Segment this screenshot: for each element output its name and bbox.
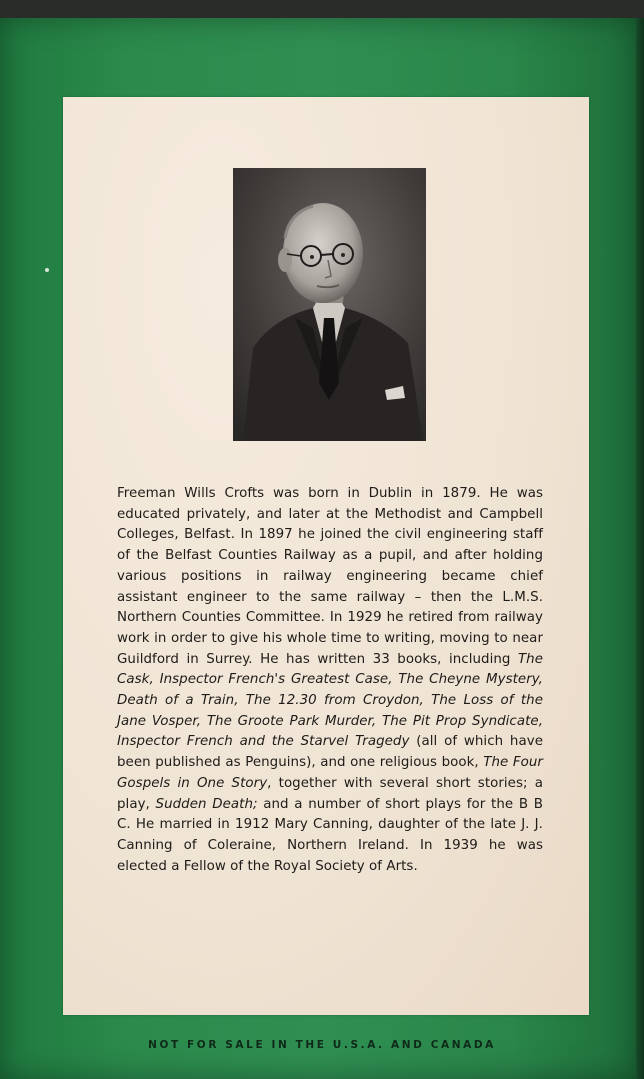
author-portrait-illustration xyxy=(233,168,426,441)
bio-book-titles: The Cask, Inspector French's Greatest Case, The Cheyne Mystery, Death of a Train, The 12.30 from Croydon, The Loss of the Jane Vosper, The Groote Park Murder, The Pit Prop Syndicate, Inspector French and the Starvel Tragedy xyxy=(117,651,543,750)
bio-text-1: Freeman Wills Crofts was born in Dublin in 1879. He was educated privately, and later at the Methodist and Campbell Colleges, Belfast. In 1897 he joined the civil engineering staff of the Belfast Counties Railway as a pupil, and after holding various positions in railway engineering became chief assistant engineer to the same railway – then the L.M.S. Northern Counties Committee. In 1929 he retired from railway work in order to give his whole time to writing, moving to near Guildford in Surrey. He has written 33 books, including xyxy=(117,486,543,667)
sale-restriction-notice: NOT FOR SALE IN THE U.S.A. AND CANADA xyxy=(148,1039,496,1051)
bio-religious-book-title: The Four Gospels in One Story xyxy=(117,755,543,791)
author-portrait-photo xyxy=(233,168,426,441)
bio-play-title: Sudden Death; xyxy=(155,796,258,812)
cream-text-panel xyxy=(63,97,589,1015)
author-biography xyxy=(117,484,543,877)
bio-text-3: , together with several short stories; a play, xyxy=(117,775,543,812)
cover-edge xyxy=(636,18,644,1079)
cover-speck xyxy=(45,268,49,272)
bio-text-4: and a number of short plays for the B B C. He married in 1912 Mary Canning, daughter of the late J. J. Canning of Coleraine, Northern Ireland. In 1939 he was elected a Fellow of the Royal Society of Arts. xyxy=(117,796,543,874)
bio-text-2: (all of which have been published as Penguins), and one religious book, xyxy=(117,734,543,771)
